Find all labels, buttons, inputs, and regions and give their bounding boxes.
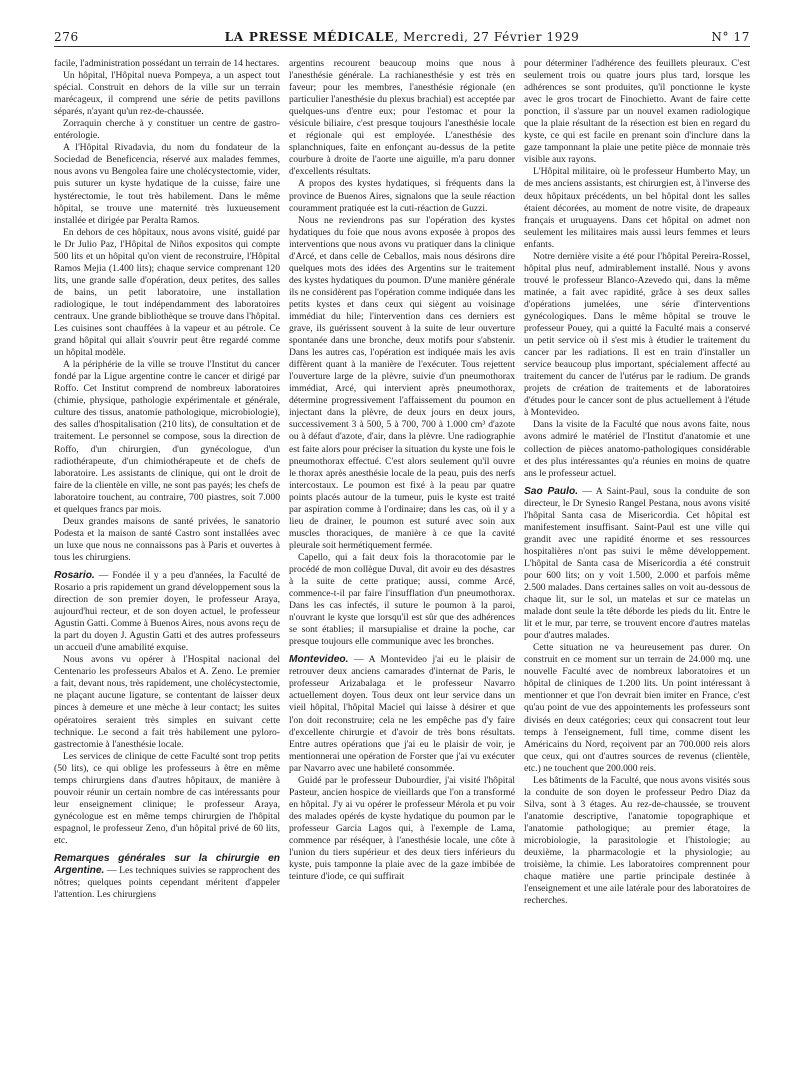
paragraph-text: — Les techniques suivies se rapprochent des nôtres; quelques points cependant méritent d'appeler l'attention. Les chirurgiens	[54, 865, 280, 901]
paragraph: A propos des kystes hydatiques, si fréquents dans la province de Buenos Aires, signalons que la seule réaction couramment pratiquée est la cuti-réaction de Guzzi.	[289, 178, 515, 214]
journal-masthead	[54, 30, 750, 44]
paragraph: A l'Hôpital Rivadavia, du nom du fondateur de la Sociedad de Beneficencia, réservé aux malades femmes, nous avons vu Bengolea faire une cholécystectomie, vider, puis suturer un kyste hydatique de la cuisse, faire une hystérectomie, le tout très habilement. Dans le même hôpital, se trouve une maternité très luxueusement installée et dirigée par Peralta Ramos.	[54, 142, 280, 226]
paragraph: Notre dernière visite a été pour l'hôpital Pereira-Rossel, hôpital plus neuf, admirablement installé. Nous y avons trouvé le professeur Blanco-Azevedo qui, dans la même matinée, a fait avec rapidité, grâce à ses deux salles d'opérations jumelées, une série d'interventions gynécologiques. Dans le même hôpital se trouve le professeur Pouey, qui a quitté la Faculté mais a conservé un petit service où il s'est mis à étudier le traitement du cancer par les radiations. Il est en train d'installer un service beaucoup plus important, spécialement affecté au traitement du cancer de l'utérus par le radium. De grands projets de création de traitements et de laboratoires d'études pour le cancer sont de plus actuellement à l'étude à Montevideo.	[524, 250, 750, 419]
section-paragraph	[54, 853, 280, 901]
paragraph: argentins recourent beaucoup moins que nous à l'anesthésie générale. La rachianesthésie y est très en faveur; pour les membres, l'anesthésie régionale (en particulier l'anesthésie du plexus brachial) est acceptée par quelques-uns d'entre eux; pour l'estomac et pour la vésicule biliaire, c'est presque toujours l'anesthésie locale et régionale qui est employée. L'anesthésie des splanchniques, faite en enfonçant au-dessus de la petite courbure à droite de l'aorte une aiguille, m'a paru donner d'excellents résultats.	[289, 58, 515, 178]
paragraph: pour déterminer l'adhérence des feuillets pleuraux. C'est seulement trois ou quatre jours plus tard, lorsque les adhérences se sont produites, qu'il ponctionne le kyste avec le gros trocart de Finochietto. Avant de faire cette ponction, il s'assure par un nouvel examen radiologique que la plaie résultant de la résection est bien en regard du kyste, ce qui est facile en prenant soin d'inclure dans la gaze tamponnant la plaie une petite pièce de monnaie très visible aux rayons.	[524, 58, 750, 166]
issue-date: , Mercredi, 27 Février 1929	[394, 30, 580, 44]
article-body	[54, 58, 750, 1068]
running-head	[54, 30, 750, 47]
paragraph-text: — A Montevideo j'ai eu le plaisir de retrouver deux anciens camarades d'internat de Paris, le professeur Arizabalaga et le professeur Navarro actuellement doyen. Tous deux ont leur service dans un vieil hôpital, l'hôpital Maciel qui laisse à désirer et que l'on doit reconstruire; cela ne les empêche pas d'y faire d'excellente chirurgie et d'avoir de très bons résultats. Entre autres opérations que j'ai eu le plaisir de voir, je mentionnerai une opération de Forster que j'ai vu exécuter par Navarro avec une habileté consommée.	[289, 654, 515, 774]
section-paragraph	[54, 570, 280, 654]
paragraph-text: — Fondée il y a peu d'années, la Faculté de Rosario a pris rapidement un grand développement sous la direction de son premier doyen, le professeur Araya, aujourd'hui recteur, et de son doyen actuel, le professeur Agustin Gatti. Comme à Buenos Aires, nous avons reçu de la part du doyen J. Agustin Gatti et des autres professeurs un accueil d'une amabilité exquise.	[54, 569, 280, 654]
section-paragraph	[524, 486, 750, 643]
paragraph: Nous avons vu opérer à l'Hospital nacional del Centenario les professeurs Abalos et A. Zeno. Le premier a fait, devant nous, très rapidement, une cholécystectomie, ne plaçant aucune ligature, se contentant de laisser deux pinces à demeure et une mèche à leur contact; les suites opératoires seraient très simples en suivant cette technique. Le second a fait très habilement une pyloro-gastrectomie à l'anesthésie locale.	[54, 654, 280, 750]
section-heading: Sao Paulo.	[524, 485, 579, 497]
paragraph: Deux grandes maisons de santé privées, le sanatorio Podesta et la maison de santé Castro sont installées avec un luxe que nous ne connaissons pas à Paris et ouvertes à tous les chirurgiens.	[54, 515, 280, 563]
journal-title: LA PRESSE MÉDICALE	[224, 30, 395, 44]
paragraph: Les services de clinique de cette Faculté sont trop petits (50 lits), ce qui oblige les professeurs à être en même temps chirurgiens dans d'autres hôpitaux, de manière à pouvoir réunir un certain nombre de cas intéressants pour leur enseignement clinique; le professeur Araya, gynécologue est en même temps chirurgien de l'hôpital espagnol, le professeur Zeno, d'un hôpital privé de 60 lits, etc.	[54, 750, 280, 846]
section-heading: Remarques générales sur la chirurgie en Argentine.	[54, 853, 280, 877]
paragraph: facile, l'administration possédant un terrain de 14 hectares.	[54, 58, 280, 69]
paragraph: Zorraquin cherche à y constituer un centre de gastro-entérologie.	[54, 118, 280, 142]
paragraph: Cette situation ne va heureusement pas durer. On construit en ce moment sur un terrain de 24.000 mq. une nouvelle Faculté avec de nombreux laboratoires et un hôpital de cliniques de 1.200 lits. Un point intéressant à mentionner et que l'on devrait bien imiter en France, c'est qu'au point de vue des appointements les professeurs sont divisés en deux catégories; ceux qui consacrent tout leur temps à l'enseignement, full time, comme disent les Américains du Nord, reçoivent par an 700.000 reis alors que ceux, qui ont d'autres sources de revenus (clientèle, etc.) ne touchent que 200.000 reis.	[524, 642, 750, 774]
paragraph: Dans la visite de la Faculté que nous avons faite, nous avons admiré le matériel de l'Institut d'anatomie et une collection de pièces anatomo-pathologiques considérable et des plus intéressantes qu'a réunies en moins de quatre ans le professeur actuel.	[524, 419, 750, 479]
text-column-1	[54, 58, 280, 1068]
paragraph: A la périphérie de la ville se trouve l'Institut du cancer fondé par la Ligue argentine contre le cancer et dirigé par Roffo. Cet Institut comprend de nombreux laboratoires (chimie, physique, pathologie expérimentale et générale, culture des tissus, anatomie pathologique, microbiologie), des salles d'hospitalisation (210 lits), de consultation et de traitement. Le personnel se compose, sous la direction de Roffo, d'un chirurgien, d'un gynécologue, d'un radiothérapeute, d'un chimiothérapeute et de chefs de laboratoire. Les assistants de clinique, qui ont le droit de faire de la clientèle en ville, ne sont pas payés; les chefs de laboratoire touchent, au contraire, 700 piastres, soit 7.000 et quelques francs par mois.	[54, 359, 280, 515]
paragraph: Les bâtiments de la Faculté, que nous avons visités sous la conduite de son doyen le professeur Pedro Diaz da Silva, sont à 3 étages. Au rez-de-chaussée, se trouvent l'anatomie descriptive, l'anatomie topographique et l'anatomie pathologique; au premier étage, la microbiologie, la parasitologie et l'histologie; au deuxième, la pharmacologie et la physiologie; au troisième, la chimie. Les laboratoires comprennent pour chaque matière une partie principale destinée à l'enseignement et une aile latérale pour des laboratoires de recherches.	[524, 774, 750, 907]
paragraph: Nous ne reviendrons pas sur l'opération des kystes hydatiques du foie que nous avons exposée à propos des interventions que nous avons vu pratiquer dans la clinique d'Arcé, et dans celle de Ceballos, mais nous désirons dire quelques mots des idées des Argentins sur le traitement des kystes hydatiques du poumon. D'une manière générale ils ne considèrent pas l'opération comme indiquée dans les petits kystes et dans ceux qui siègent au voisinage immédiat du hile; l'intervention dans ces derniers est grave, ils guérissent souvent à la suite de leur ouverture spontanée dans une bronche, deux motifs pour s'abstenir. Dans les autres cas, l'opération est indiquée mais les avis diffèrent quant à la manière de l'exécuter. Tous rejettent l'ouverture large de la plèvre, suivie d'un pneumothorax immédiat, Arcé, qui intervient après pneumothorax, détermine progressivement l'affaissement du poumon en injectant dans la plèvre, de deux jours en deux jours, successivement 3 à 500, 5 à 700, 700 à 1.000 cm³ d'azote ou à défaut d'azote, d'air, dans la plèvre. Une radiographie est faite alors pour préciser la situation du kyste une fois le pneumothorax effectué. C'est alors seulement qu'il ouvre le thorax après anesthésie locale de la peau, puis des nerfs intercostaux. Le poumon est fixé à la peau par quatre points placés autour de la tumeur, puis le kyste est traité par aspiration comme à l'ordinaire; dans les cas, où il y a lieu de drainer, le poumon est suturé avec soin aux muscles thoraciques, de manière à ce que la cavité pleurale soit hermétiquement fermée.	[289, 214, 515, 551]
paragraph: Guidé par le professeur Dubourdier, j'ai visité l'hôpital Pasteur, ancien hospice de vieillards que l'on a transformé en hôpital. J'y ai vu opérer le professeur Mérola et pu voir des malades opérés de kyste hydatique du poumon par le professeur Garcia Lagos qui, à l'exemple de Lama, commence par réséquer, à l'anesthésie locale, une côte à l'union du tiers supérieur et des deux tiers inférieurs du kyste, puis tamponne la plaie avec de la gaze imbibée de teinture d'iode, ce qui suffirait	[289, 774, 515, 883]
text-column-2	[289, 58, 515, 1068]
text-column-3	[524, 58, 750, 1068]
paragraph-text: — A Saint-Paul, sous la conduite de son directeur, le Dr Synesio Rangel Pestana, nous avons visité l'hôpital Santa casa de Misericordia. Cet hôpital est manifestement insuffisant. Saint-Paul est une ville qui grandit avec une rapidité énorme et ses ressources hospitalières n'ont pas suivi le même développement. L'hôpital de Santa casa de Misericordia a été construit pour 600 lits; on y voit 1.500, 2.000 et parfois même 2.500 malades. Dans certaines salles on voit au-dessous de chaque lit, sur le sol, un matelas et sur ce matelas un malade dont seule la tête déborde les pieds du lit. Entre le lit et le mur, par terre, se trouvent encore d'autres matelas pour d'autres malades.	[524, 485, 750, 642]
section-heading: Montevideo.	[289, 654, 349, 666]
section-paragraph	[289, 654, 515, 774]
paragraph: Un hôpital, l'Hôpital nueva Pompeya, a un aspect tout spécial. Construit en dehors de la ville sur un terrain marécageux, il comprend une série de petits pavillons séparés, n'ayant qu'un rez-de-chaussée.	[54, 70, 280, 118]
paragraph: L'Hôpital militaire, où le professeur Humberto May, un de mes anciens assistants, est chirurgien est, à l'inverse des deux hôpitaux précédents, un bel hôpital dont les salles étaient décorées, au moment de notre visite, de drapeaux français et uruguayens. Dans cet hôpital on admet non seulement les militaires mais aussi leurs femmes et leurs enfants.	[524, 166, 750, 250]
issue-number: N° 17	[711, 30, 750, 44]
page-number: 276	[54, 30, 79, 44]
paragraph: En dehors de ces hôpitaux, nous avons visité, guidé par le Dr Julio Paz, l'Hôpital de Niños expositos qui compte 500 lits et un hôpital qu'on vient de reconstruire, l'Hôpital Ramos Mejia (1.400 lits); chaque service comprenant 120 lits, une grande salle d'opération, deux petites, des salles de bains, un petit laboratoire, une installation radiologique, le tout indépendamment des laboratoires centraux. Une grande bibliothèque se trouve dans l'hôpital. Les cuisines sont chauffées à la vapeur et au pétrole. Ce grand hôpital qui allait s'ouvrir peut être regardé comme un hôpital modèle.	[54, 226, 280, 359]
section-heading: Rosario.	[54, 569, 95, 581]
paragraph: Capello, qui a fait deux fois la thoracotomie par le procédé de mon collègue Duval, dit avoir eu des désastres à la suite de cette pratique; aussi, comme Arcé, commence-t-il par faire l'insufflation d'un pneumothorax. Dans les cas infectés, il suture le poumon à la paroi, n'ouvrant le kyste que lorsqu'il est sûr que des adhérences se sont établies; il marsupialise et draine la poche, car presque toujours elle communique avec les bronches.	[289, 551, 515, 648]
